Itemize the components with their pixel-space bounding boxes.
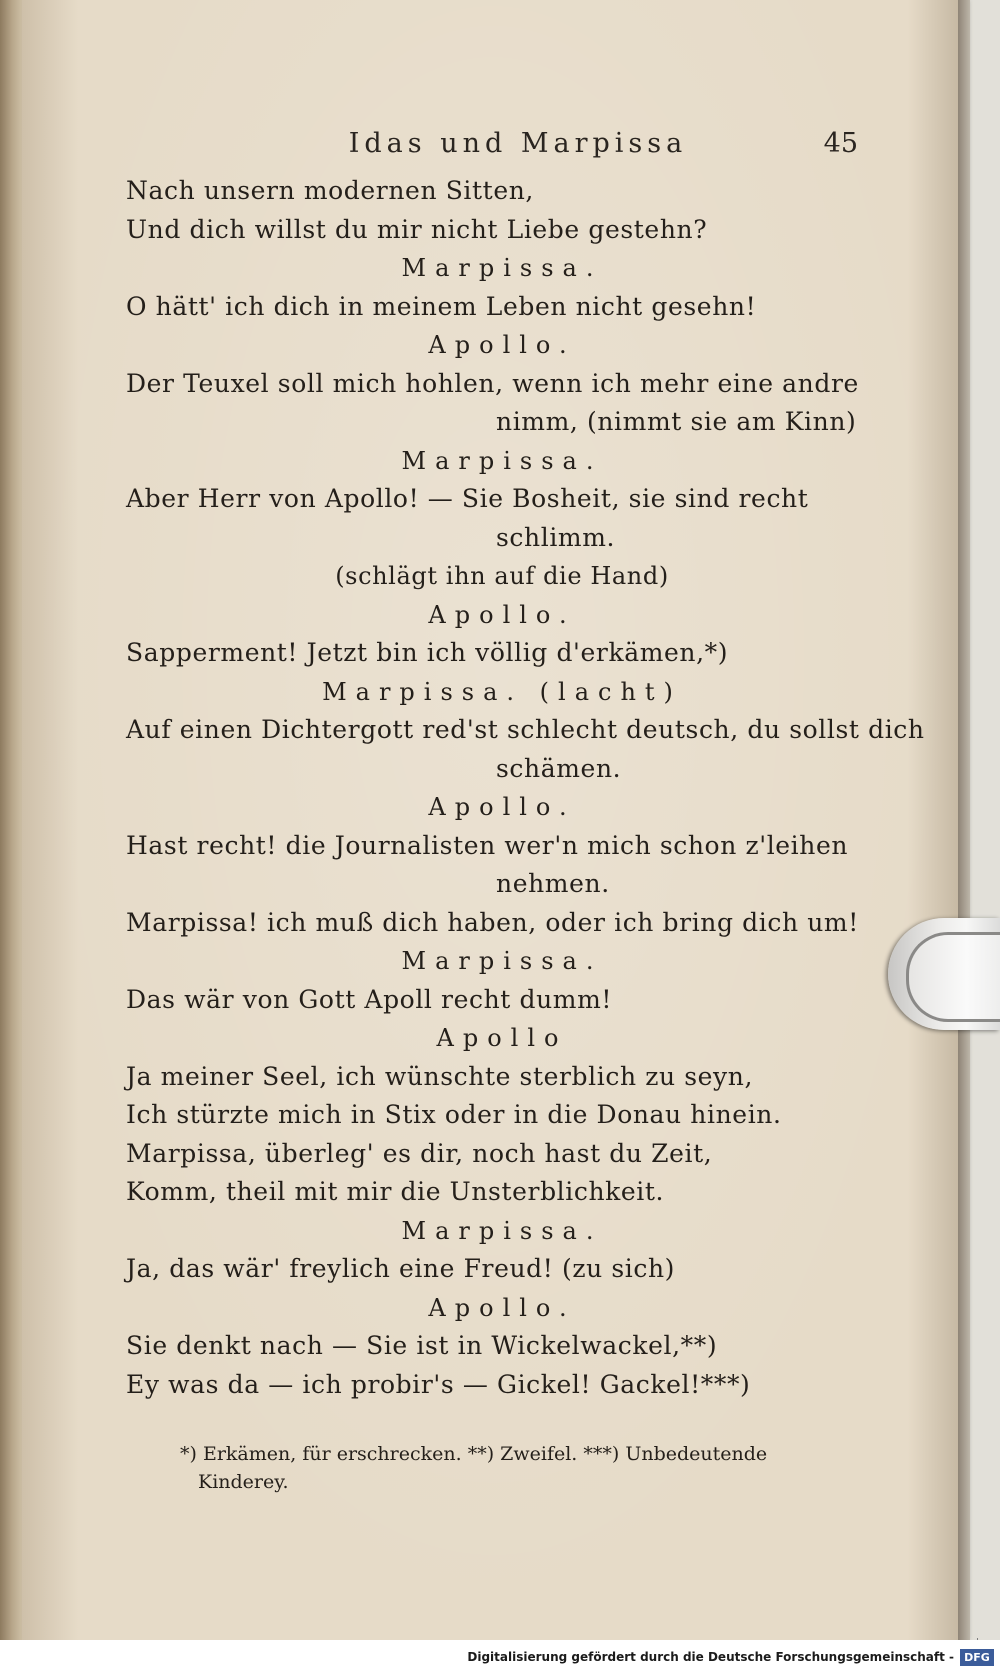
verse-line: schlimm. [496, 522, 616, 552]
verse-line: Marpissa! ich muß dich haben, oder ich bring dich um! [126, 907, 859, 937]
verse-line: Ich stürzte mich in Stix oder in die Donau hinein. [126, 1100, 782, 1129]
verse-line: Das wär von Gott Apoll recht dumm! [126, 984, 613, 1014]
speaker-name: Apollo. [428, 331, 576, 359]
running-title: Idas und Marpissa [348, 128, 688, 159]
verse-line: Sapperment! Jetzt bin ich völlig d'erkämen,*) [126, 638, 729, 667]
verse-line: Nach unsern modernen Sitten, [126, 176, 534, 205]
speaker-name: Apollo. [428, 1293, 576, 1322]
text-block [126, 172, 925, 1404]
verse-line: Und dich willst du mir nicht Liebe gestehn? [126, 214, 708, 244]
credit-bar [0, 1640, 1000, 1672]
verse-line: Komm, theil mit mir die Unsterblichkeit. [126, 1177, 665, 1206]
verse-line: Aber Herr von Apollo! — Sie Bosheit, sie sind recht [126, 484, 809, 513]
verse-line: Der Teuxel soll mich hohlen, wenn ich mehr eine andre [126, 368, 859, 398]
verse-line: nehmen. [496, 869, 610, 898]
page-clip [888, 918, 1000, 1030]
verse-line: nimm, (nimmt sie am Kinn) [496, 407, 857, 436]
speaker-name: Marpissa. [401, 1216, 603, 1245]
speaker-name: Apollo. [428, 600, 576, 629]
page-header [118, 128, 858, 168]
page-clip-inner [906, 932, 1000, 1022]
speaker-name: Marpissa. (lacht) [322, 677, 682, 706]
verse-line: Marpissa, überleg' es dir, noch hast du Zeit, [126, 1138, 713, 1168]
page-edge-shadow [958, 0, 970, 1640]
verse-line: Hast recht! die Journalisten wer'n mich schon z'leihen [126, 830, 849, 860]
footnotes [180, 1440, 880, 1496]
verse-line: Ja, das wär' freylich eine Freud! (zu sich) [126, 1254, 676, 1283]
verse-line: O hätt' ich dich in meinem Leben nicht gesehn! [126, 291, 757, 321]
page-number: 45 [823, 128, 858, 159]
footnote-line: Kinderey. [198, 1471, 289, 1493]
speaker-name: Apollo [436, 1024, 568, 1052]
speaker-name: Marpissa. [401, 947, 603, 975]
speaker-name: Apollo. [428, 793, 576, 821]
left-page-edge [0, 0, 22, 1640]
stage-direction: (schlägt ihn auf die Hand) [335, 562, 669, 590]
verse-line: Auf einen Dichtergott red'st schlecht deutsch, du sollst dich [126, 715, 925, 744]
speaker-name: Marpissa. [401, 446, 603, 475]
verse-line: Sie denkt nach — Sie ist in Wickelwackel,**) [126, 1331, 718, 1360]
verse-line: Ey was da — ich probir's — Gickel! Gackel!***) [126, 1369, 751, 1399]
dfg-logo-icon: DFG [960, 1649, 994, 1666]
footnote-line: *) Erkämen, für erschrecken. **) Zweifel. ***) Unbedeutende [180, 1443, 768, 1465]
credit-text: Digitalisierung gefördert durch die Deutsche Forschungsgemeinschaft - [467, 1650, 954, 1664]
verse-line: schämen. [496, 753, 622, 783]
verse-line: Ja meiner Seel, ich wünschte sterblich zu seyn, [126, 1061, 754, 1091]
speaker-name: Marpissa. [401, 254, 603, 282]
